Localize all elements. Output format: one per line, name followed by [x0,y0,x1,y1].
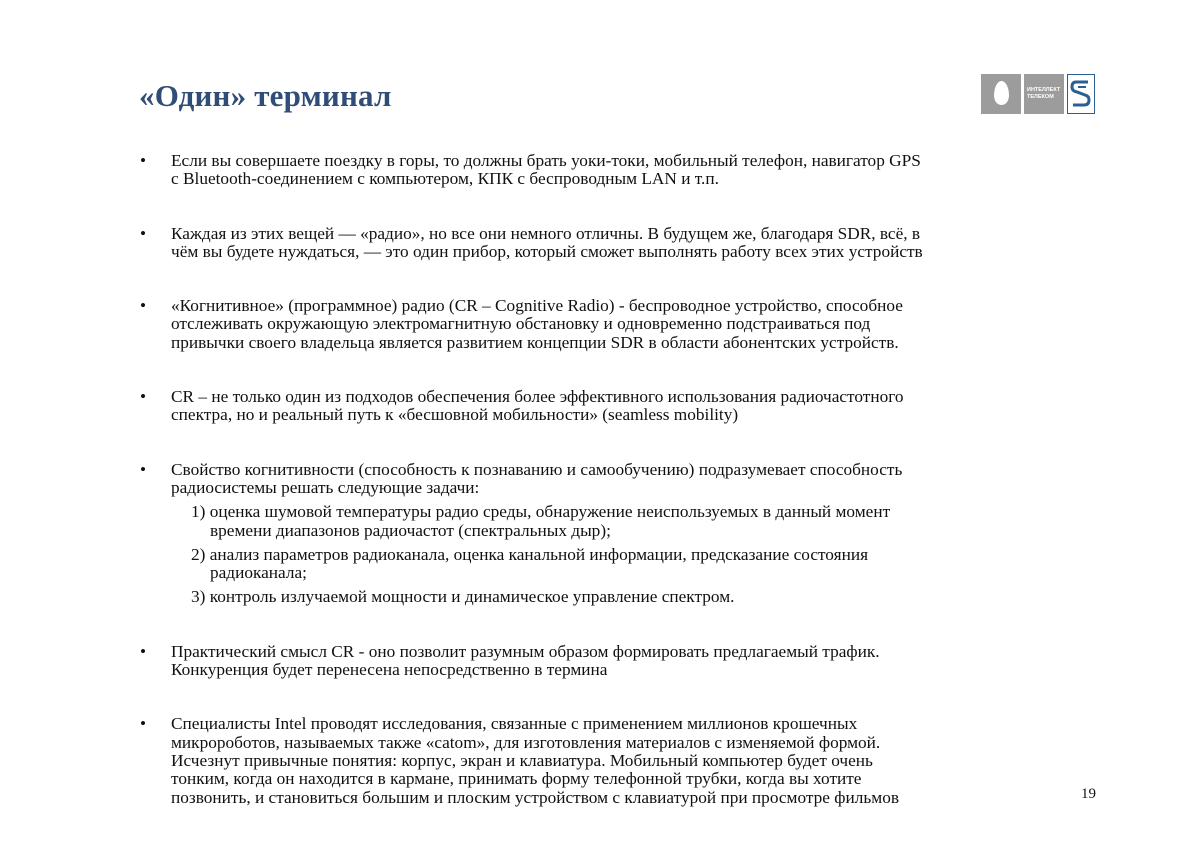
bullet-item [140,297,1100,352]
bullet-item [140,643,1100,680]
sub-item-line: радиоканала; [210,563,307,583]
sub-item-line: 1) оценка шумовой температуры радио среды, обнаружение неиспользуемых в данный момент [191,502,891,522]
sub-item-line: времени диапазонов радиочастот (спектральных дыр); [210,520,611,540]
bullet-line: отслеживать окружающую электромагнитную обстановку и одновременно подстраиваться под [171,314,871,334]
logo-text-line1: ИНТЕЛЛЕКТ [1027,87,1061,93]
bullet-marker: • [140,223,147,243]
bullet-line: позвонить, и становиться большим и плоским устройством с клавиатурой при просмотре фильмов [171,787,899,807]
bullet-item [140,388,1100,425]
bullet-marker: • [140,296,147,316]
bullet-line: микророботов, называемых также «catom», для изготовления материалов с изменяемой формой. [171,732,881,752]
page-number: 19 [1081,786,1096,802]
bullet-line: спектра, но и реальный путь к «бесшовной мобильности» (seamless mobility) [171,405,739,425]
bullet-item [140,461,1100,607]
sub-item [191,588,1100,606]
bullet-item [140,225,1100,262]
bullet-line: Специалисты Intel проводят исследования, связанные с применением миллионов крошечных [171,714,858,734]
bullet-marker: • [140,641,147,661]
company-logo [981,74,1094,115]
sub-item-line: 2) анализ параметров радиоканала, оценка канальной информации, предсказание состояния [191,544,869,564]
bullet-line: Конкуренция будет перенесена непосредственно в термина [171,660,608,680]
bullet-line: с Bluetooth-соединением с компьютером, КПК с беспроводным LAN и т.п. [171,169,719,189]
bullet-marker: • [140,714,147,734]
bullet-item [140,152,1100,189]
egg-icon [994,81,1009,105]
sub-item [191,546,1100,583]
bullet-line: CR – не только один из подходов обеспечения более эффективного использования радиочастотного [171,387,904,407]
bullet-line: «Когнитивное» (программное) радио (CR – Cognitive Radio) - беспроводное устройство, способное [171,296,903,316]
bullet-line: радиосистемы решать следующие задачи: [171,477,480,497]
bullet-line: привычки своего владельца является развитием концепции SDR в области абонентских устройств. [171,332,899,352]
bullet-marker: • [140,459,147,479]
sub-item [191,503,1100,540]
bullet-line: Каждая из этих вещей — «радио», но все они немного отличны. В будущем же, благодаря SDR, всё, в [171,223,921,243]
logo-s-tile [1067,74,1095,114]
logo-egg-tile [981,74,1021,114]
bullet-line: Если вы совершаете поездку в горы, то должны брать уоки-токи, мобильный телефон, навигатор GPS [171,151,921,170]
s-emblem-icon [1070,79,1092,109]
bullet-line: Свойство когнитивности (способность к познаванию и самообучению) подразумевает способность [171,459,903,479]
bullet-marker: • [140,151,147,170]
logo-text-tile [1024,74,1064,114]
sub-item-line: 3) контроль излучаемой мощности и динамическое управление спектром. [191,587,735,607]
bullet-line: чём вы будете нуждаться, — это один прибор, который сможет выполнять работу всех этих устройств [171,241,923,261]
bullet-line: тонким, когда он находится в кармане, принимать форму телефонной трубки, когда вы хотите [171,769,862,789]
logo-text-line2: ТЕЛЕКОМ [1027,94,1054,100]
bullet-line: Практический смысл CR - оно позволит разумным образом формировать предлагаемый трафик. [171,641,880,661]
bullet-marker: • [140,387,147,407]
slide-title: «Один» терминал [139,78,392,113]
bullet-list [140,152,1100,807]
bullet-item [140,715,1100,806]
bullet-line: Исчезнут привычные понятия: корпус, экран и клавиатура. Мобильный компьютер будет очень [171,750,873,770]
